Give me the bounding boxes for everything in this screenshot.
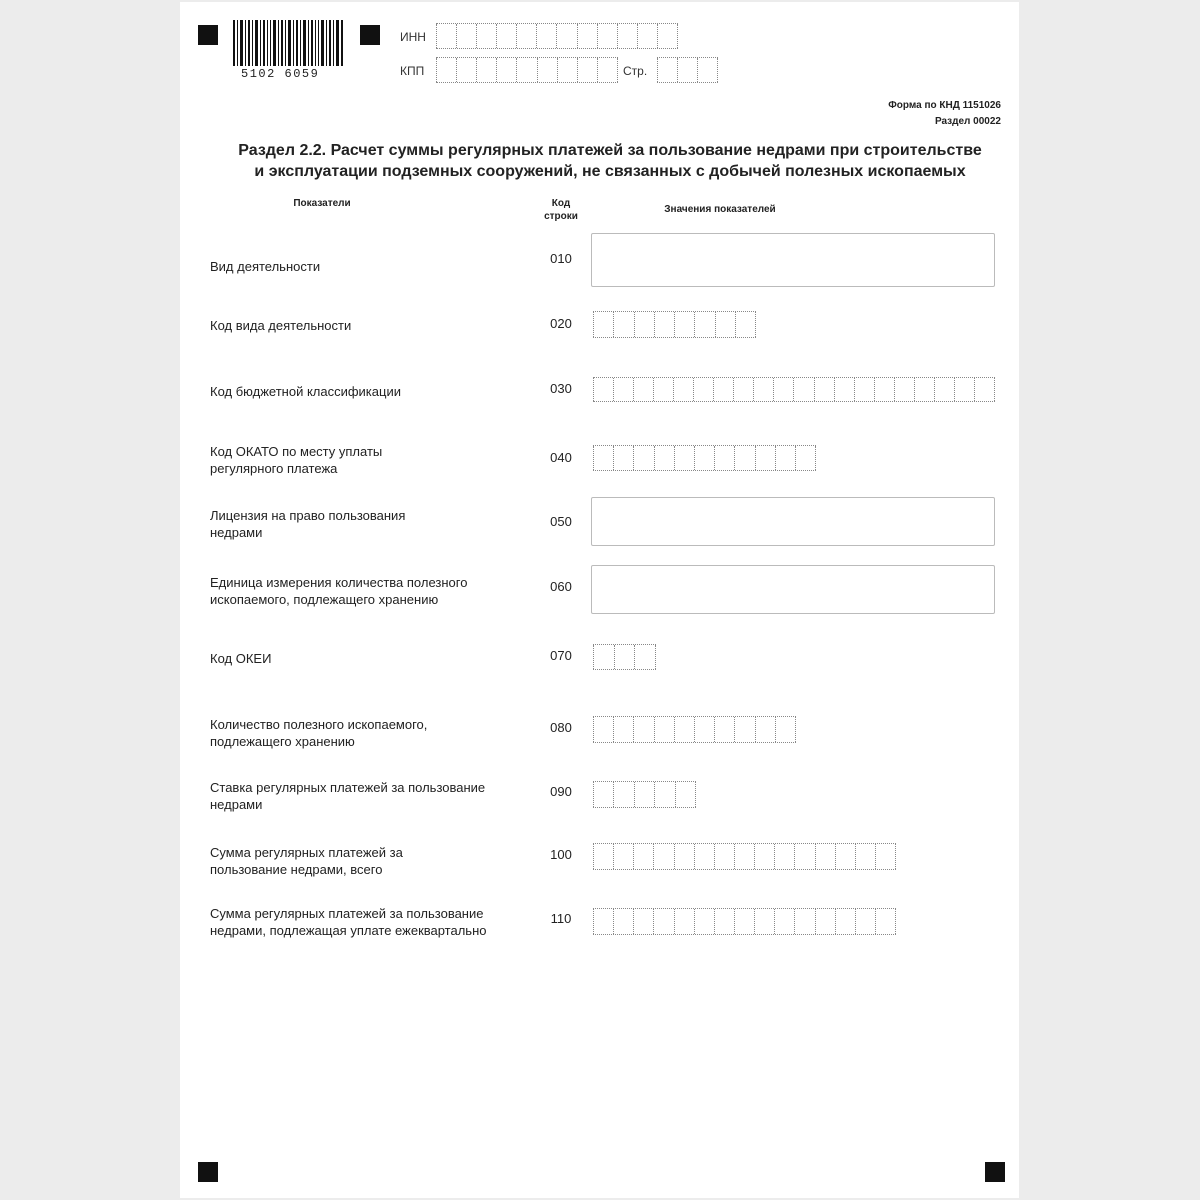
row-label-line: недрами [210,525,263,540]
kpp-field[interactable] [436,57,618,83]
row-code: 090 [550,784,572,799]
mineral-quantity-field[interactable] [593,716,796,743]
row-code: 030 [550,381,572,396]
column-header-indicators: Показатели [293,198,351,209]
row-label-line: пользование недрами, всего [210,862,383,877]
quarterly-payment-field[interactable] [593,908,896,935]
page-label: Стр. [623,64,648,78]
row-label [210,844,530,878]
row-label [210,905,530,939]
row-label-line: регулярного платежа [210,461,338,476]
section-code: Раздел 00022 [934,116,1001,127]
row-label-line: Вид деятельности [210,259,321,274]
row-code: 020 [550,316,572,331]
row-label-line: Код бюджетной классификации [210,384,401,399]
row-label-line: Ставка регулярных платежей за пользование [210,780,486,795]
row-label-line: Сумма регулярных платежей за [210,845,403,860]
row-code: 010 [550,251,572,266]
row-label [210,574,530,608]
row-label-line: ископаемого, подлежащего хранению [210,592,439,607]
row-label-line: Единица измерения количества полезного [210,575,468,590]
row-label [210,383,530,400]
row-label-line: Код ОКЕИ [210,651,272,666]
row-code: 070 [550,648,572,663]
license-input[interactable] [591,497,995,546]
row-label [210,507,530,541]
row-label [210,779,530,813]
column-header-code-line: Код [551,198,571,209]
row-label-line: недрами, подлежащая уплате ежеквартально [210,923,487,938]
barcode-number: 5102 6059 [241,67,320,81]
total-payment-field[interactable] [593,843,896,870]
row-label-line: недрами [210,797,263,812]
inn-field[interactable] [436,23,678,49]
budget-classification-code-field[interactable] [593,377,995,402]
row-label-line: подлежащего хранению [210,734,355,749]
okato-code-field[interactable] [593,445,816,471]
inn-label: ИНН [400,30,426,44]
row-label [210,716,530,750]
page-number-field[interactable] [657,57,718,83]
row-label [210,443,530,477]
activity-type-input[interactable] [591,233,995,287]
row-label-line: Код вида деятельности [210,318,352,333]
unit-of-measure-input[interactable] [591,565,995,614]
row-label [210,258,530,275]
column-header-code [536,197,586,223]
column-header-values: Значения показателей [664,204,776,215]
registration-marker [198,25,218,45]
row-label-line: Количество полезного ископаемого, [210,717,428,732]
row-label-line: Код ОКАТО по месту уплаты [210,444,383,459]
column-header-code-line: строки [544,211,578,222]
registration-marker [985,1162,1005,1182]
row-label [210,650,530,667]
activity-code-field[interactable] [593,311,756,338]
payment-rate-field[interactable] [593,781,696,808]
row-code: 080 [550,720,572,735]
row-label-line: Сумма регулярных платежей за пользование [210,906,484,921]
row-label-line: Лицензия на право пользования [210,508,406,523]
form-code: Форма по КНД 1151026 [888,100,1001,111]
barcode-image [233,20,343,66]
row-code: 060 [550,579,572,594]
okei-code-field[interactable] [593,644,656,670]
section-title-line: Раздел 2.2. Расчет суммы регулярных платежей за пользование недрами при строительстве [238,142,982,159]
row-code: 100 [550,847,572,862]
row-code: 110 [550,911,572,926]
registration-marker [198,1162,218,1182]
section-title [200,140,1020,182]
registration-marker [360,25,380,45]
row-label [210,317,530,334]
kpp-label: КПП [400,64,425,78]
row-code: 040 [550,450,572,465]
row-code: 050 [550,514,572,529]
section-title-line: и эксплуатации подземных сооружений, не связанных с добычей полезных ископаемых [254,163,966,180]
